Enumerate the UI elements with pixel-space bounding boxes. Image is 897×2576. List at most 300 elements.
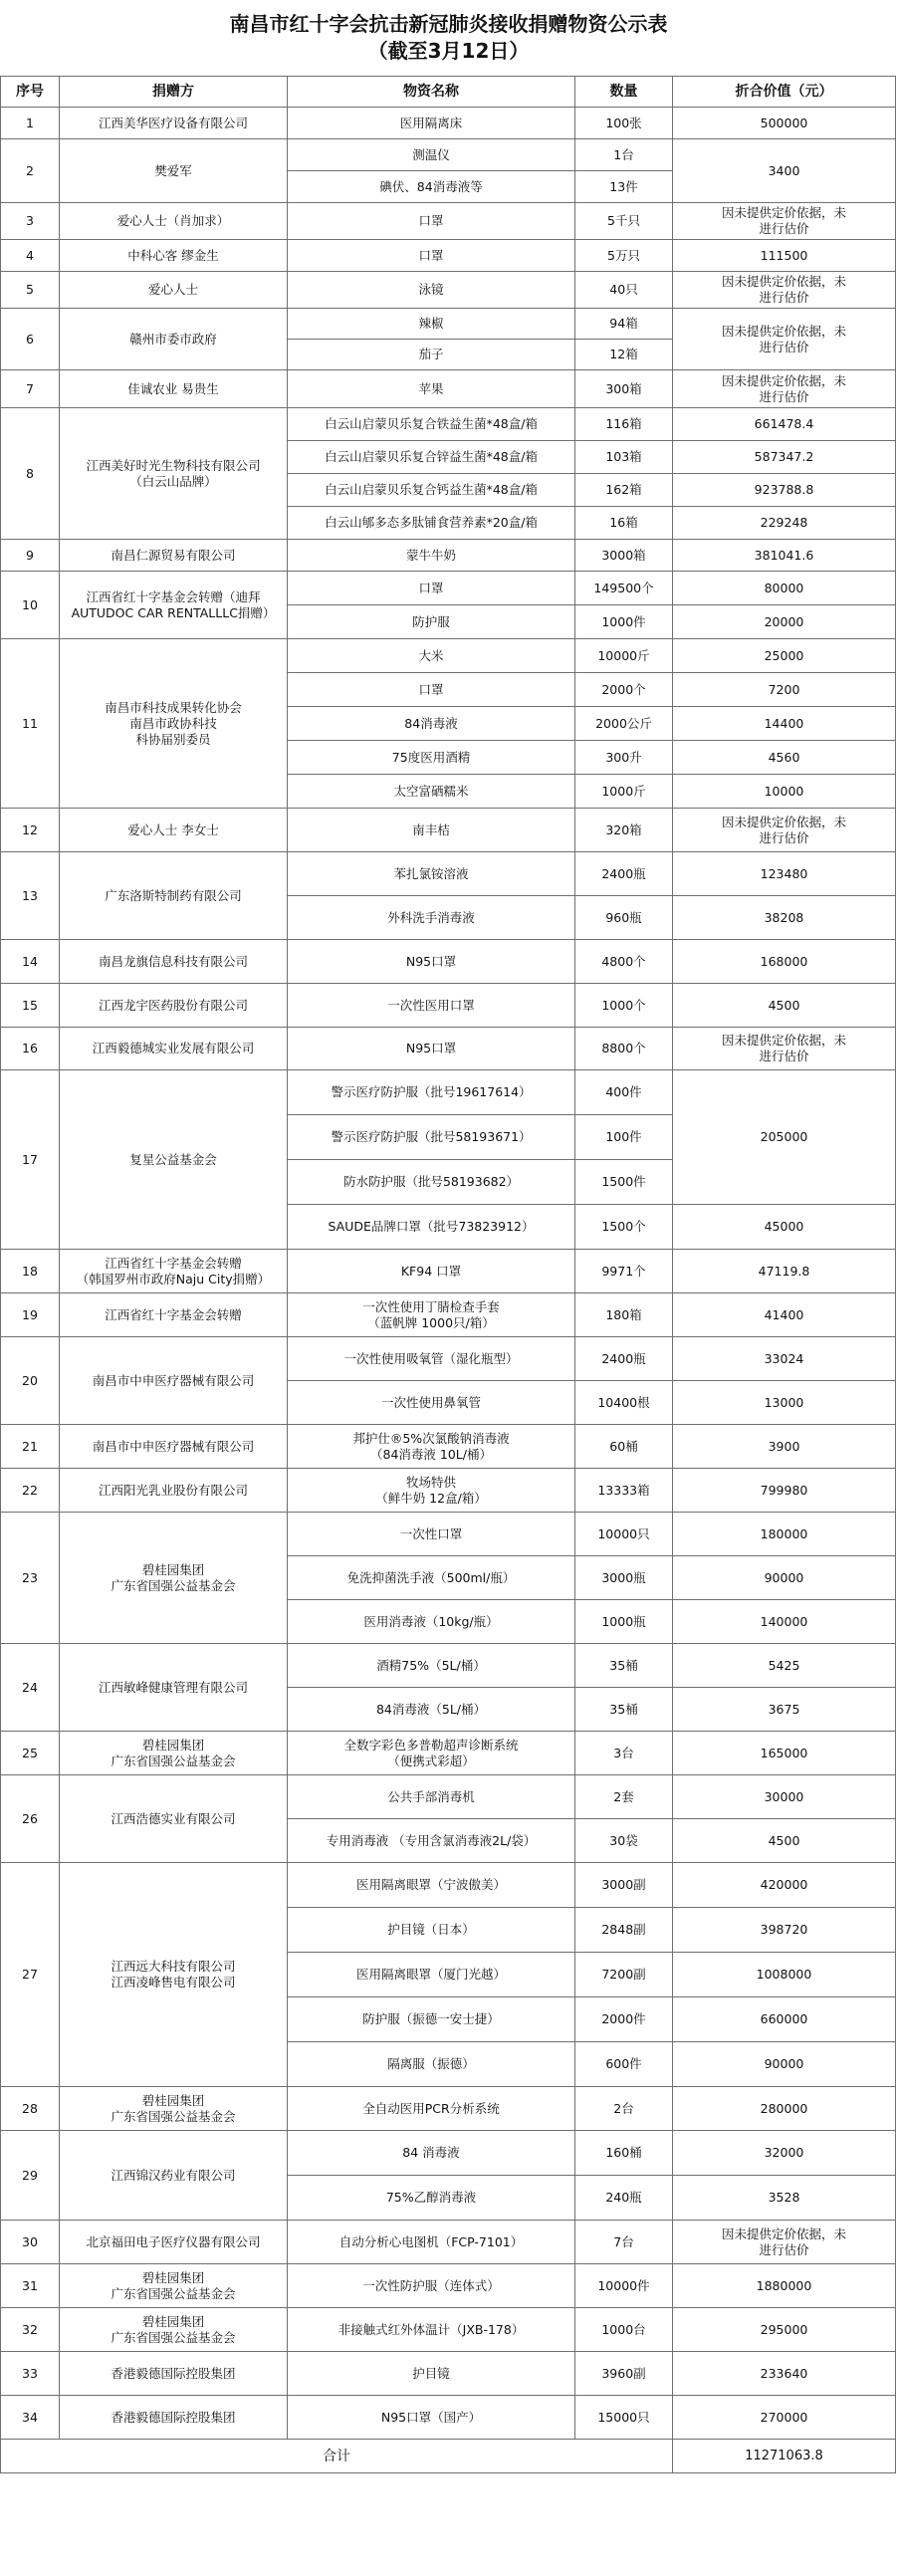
row-value-line: 30000 (764, 1788, 804, 1804)
header-qty: 数量 (575, 77, 673, 108)
row-value (673, 809, 896, 852)
row-qty: 2000公斤 (575, 707, 673, 741)
row-item-line: 邦护仕®5%次氯酸钠消毒液 (352, 1430, 510, 1446)
row-item-line: 辣椒 (418, 316, 444, 331)
row-value-line: 因未提供定价依据，未 (721, 372, 846, 388)
row-item (288, 441, 575, 474)
row-donor (60, 203, 288, 240)
row-value (673, 2087, 896, 2131)
row-item (288, 540, 575, 572)
row-qty: 3000箱 (575, 540, 673, 572)
row-donor (60, 809, 288, 852)
row-qty: 400件 (575, 1070, 673, 1115)
row-item-line: N95口罩（国产） (380, 2409, 482, 2425)
row-donor-line: 北京福田电子医疗仪器有限公司 (86, 2233, 261, 2249)
table-row (1, 2131, 896, 2176)
row-item-line: 防护服 (412, 613, 450, 629)
row-value-line: 20000 (764, 613, 804, 629)
row-qty: 2套 (575, 1775, 673, 1819)
row-item (288, 1513, 575, 1556)
row-value-line: 45000 (764, 1219, 804, 1234)
row-donor-line: 碧桂园集团 (141, 2313, 205, 2329)
row-seq: 3 (1, 203, 60, 240)
row-item-line: 自动分析心电图机（FCP-7101） (338, 2233, 524, 2249)
row-donor-line: AUTUDOC CAR RENTALLLC捐赠） (71, 604, 276, 620)
row-value (673, 2352, 896, 2396)
row-donor-line: 江西远大科技有限公司 (111, 1959, 236, 1974)
row-qty: 149500个 (575, 572, 673, 605)
row-item-line: 太空富硒糯米 (393, 783, 469, 799)
row-seq: 10 (1, 572, 60, 639)
row-item-line: 苯扎氯铵溶液 (393, 865, 469, 881)
row-value (673, 1863, 896, 1908)
table-row (1, 108, 896, 139)
row-seq: 21 (1, 1425, 60, 1469)
row-qty: 116箱 (575, 408, 673, 441)
row-qty: 2400瓶 (575, 1337, 673, 1381)
row-value-line: 因未提供定价依据，未 (721, 1033, 846, 1048)
row-value-line: 进行估价 (759, 221, 809, 236)
row-item-line: 一次性口罩 (399, 1525, 463, 1541)
row-donor-line: 香港毅德国际控股集团 (111, 2409, 236, 2425)
row-value (673, 441, 896, 474)
row-value (673, 474, 896, 507)
row-value-line: 229248 (760, 515, 808, 530)
row-value-line: 5425 (768, 1657, 800, 1673)
table-row (1, 2352, 896, 2396)
row-value (673, 203, 896, 240)
row-value (673, 2042, 896, 2087)
row-qty: 15000只 (575, 2396, 673, 2440)
row-seq: 16 (1, 1028, 60, 1070)
row-seq: 17 (1, 1070, 60, 1250)
row-value (673, 1381, 896, 1425)
row-seq: 6 (1, 309, 60, 370)
title-block (0, 0, 897, 76)
row-item-line: 公共手部消毒机 (387, 1788, 475, 1804)
row-seq: 5 (1, 272, 60, 309)
table-row (1, 1028, 896, 1070)
row-qty: 100张 (575, 108, 673, 139)
row-item-line: 84 消毒液 (402, 2145, 460, 2160)
row-value-line: 180000 (760, 1525, 808, 1541)
row-item (288, 1425, 575, 1469)
row-value-line: 3900 (768, 1438, 800, 1454)
row-value (673, 370, 896, 408)
row-item-line: 口罩 (418, 580, 444, 595)
table-row (1, 1425, 896, 1469)
row-qty: 3960副 (575, 2352, 673, 2396)
row-value (673, 1556, 896, 1600)
row-value-line: 32000 (764, 2145, 804, 2160)
row-donor-line: 江西毅德城实业发展有限公司 (92, 1041, 255, 1055)
row-item-line: 茄子 (418, 347, 444, 361)
row-item (288, 1819, 575, 1863)
row-item (288, 1953, 575, 1997)
row-donor-line: 江西凌峰售电有限公司 (111, 1975, 236, 1990)
row-item (288, 707, 575, 741)
row-value (673, 2396, 896, 2440)
row-qty: 13333箱 (575, 1469, 673, 1513)
row-item-line: 碘伏、84消毒液等 (379, 178, 483, 194)
row-qty: 10400根 (575, 1381, 673, 1425)
page-title: 南昌市红十字会抗击新冠肺炎接收捐赠物资公示表 (229, 12, 668, 36)
row-donor-line: 江西省红十字基金会转赠（迪拜 (86, 588, 261, 604)
table-row (1, 639, 896, 673)
row-item (288, 741, 575, 775)
row-qty: 3000副 (575, 1863, 673, 1908)
row-qty: 320箱 (575, 809, 673, 852)
table-row (1, 1513, 896, 1556)
table-row (1, 2087, 896, 2131)
row-seq: 33 (1, 2352, 60, 2396)
row-donor-line: 广东洛斯特制药有限公司 (105, 887, 242, 903)
row-value (673, 2308, 896, 2352)
row-value (673, 540, 896, 572)
row-value (673, 940, 896, 984)
row-item (288, 2042, 575, 2087)
row-donor-line: 佳诚农业 易贵生 (127, 380, 219, 396)
header-donor: 捐赠方 (60, 77, 288, 108)
row-qty: 4800个 (575, 940, 673, 984)
row-value-line: 90000 (764, 2056, 804, 2071)
row-donor (60, 940, 288, 984)
row-item-line: （鲜牛奶 12盒/箱） (375, 1490, 487, 1506)
row-value (673, 707, 896, 741)
row-value (673, 775, 896, 809)
row-item-line: 一次性防护服（连体式） (362, 2277, 500, 2293)
row-qty: 1000件 (575, 605, 673, 639)
row-item (288, 2131, 575, 2176)
table-row (1, 370, 896, 408)
table-row (1, 139, 896, 171)
table-row (1, 1775, 896, 1819)
row-seq: 20 (1, 1337, 60, 1425)
row-item (288, 139, 575, 171)
row-donor-line: 樊爱军 (154, 162, 192, 178)
row-donor-line: 江西阳光乳业股份有限公司 (98, 1482, 248, 1498)
table-row (1, 2308, 896, 2352)
row-qty: 10000件 (575, 2264, 673, 2308)
row-donor-line: （韩国罗州市政府Naju City捐赠） (76, 1271, 271, 1287)
row-item (288, 1115, 575, 1160)
row-value (673, 852, 896, 896)
table-row (1, 940, 896, 984)
table-row (1, 540, 896, 572)
row-item-line: （84消毒液 10L/桶） (370, 1446, 492, 1462)
row-donor-line: 南昌龙旗信息科技有限公司 (98, 953, 248, 969)
row-value-line: 140000 (760, 1613, 808, 1629)
row-seq: 25 (1, 1732, 60, 1775)
row-item-line: 大米 (418, 647, 444, 663)
row-item-line: 免洗抑菌洗手液（500ml/瓶） (346, 1569, 516, 1585)
row-donor (60, 2221, 288, 2264)
row-donor-line: 碧桂园集团 (141, 2092, 205, 2108)
row-seq: 28 (1, 2087, 60, 2131)
row-value-line: 661478.4 (754, 416, 814, 431)
row-qty: 1500个 (575, 1205, 673, 1250)
row-item-line: 警示医疗防护服（批号19617614） (331, 1084, 532, 1099)
row-item-line: 外科洗手消毒液 (387, 909, 475, 925)
row-item-line: SAUDE品牌口罩（批号73823912） (328, 1219, 535, 1234)
row-qty: 5万只 (575, 240, 673, 272)
row-value-line: 38208 (764, 909, 804, 925)
table-row (1, 272, 896, 309)
row-donor (60, 370, 288, 408)
row-seq: 18 (1, 1250, 60, 1293)
row-value (673, 1469, 896, 1513)
row-seq: 11 (1, 639, 60, 809)
row-item (288, 507, 575, 540)
row-donor-line: 南昌市中申医疗器械有限公司 (92, 1372, 255, 1388)
row-value (673, 741, 896, 775)
row-item-line: 75%乙醇消毒液 (385, 2190, 477, 2205)
row-item (288, 2352, 575, 2396)
row-qty: 1台 (575, 139, 673, 171)
row-item (288, 1205, 575, 1250)
row-value (673, 272, 896, 309)
row-item (288, 1775, 575, 1819)
row-donor-line: （白云山品牌） (129, 473, 217, 489)
row-value-line: 41400 (764, 1306, 804, 1322)
row-item (288, 1293, 575, 1337)
row-qty: 1500件 (575, 1160, 673, 1205)
row-item-line: 全自动医用PCR分析系统 (362, 2100, 500, 2116)
row-item-line: （便携式彩超） (387, 1753, 475, 1768)
row-donor (60, 984, 288, 1028)
row-donor-line: 科协届别委员 (135, 731, 211, 747)
table-row (1, 2264, 896, 2308)
row-value-line: 4560 (768, 749, 800, 765)
row-value-line: 381041.6 (754, 547, 814, 563)
row-item (288, 809, 575, 852)
total-row (1, 2440, 896, 2473)
row-item-line: 隔离服（振德） (387, 2056, 475, 2071)
row-item (288, 171, 575, 203)
row-donor-line: 南昌市科技成果转化协会 (105, 699, 242, 715)
row-item-line: 护目镜（日本） (387, 1922, 475, 1937)
row-item (288, 1337, 575, 1381)
row-value-line: 398720 (760, 1922, 808, 1937)
row-seq: 14 (1, 940, 60, 984)
row-value (673, 507, 896, 540)
row-seq: 32 (1, 2308, 60, 2352)
row-donor (60, 639, 288, 809)
row-value-line: 90000 (764, 1569, 804, 1585)
row-item (288, 1070, 575, 1115)
row-item (288, 272, 575, 309)
row-donor (60, 240, 288, 272)
row-seq: 13 (1, 852, 60, 940)
row-item-line: 护目镜 (412, 2365, 450, 2381)
row-donor-line: 江西美华医疗设备有限公司 (98, 115, 248, 130)
row-qty: 2台 (575, 2087, 673, 2131)
row-item (288, 370, 575, 408)
row-item (288, 2308, 575, 2352)
page-subtitle: （截至3月12日） (367, 39, 530, 63)
row-qty: 40只 (575, 272, 673, 309)
row-value-line: 660000 (760, 2011, 808, 2026)
row-value-line: 500000 (760, 115, 808, 130)
row-item (288, 1644, 575, 1688)
row-qty: 960瓶 (575, 896, 673, 940)
row-donor (60, 1732, 288, 1775)
row-seq: 30 (1, 2221, 60, 2264)
row-item-line: 白云山启蒙贝乐复合钙益生菌*48盒/箱 (325, 482, 538, 497)
row-qty: 2400瓶 (575, 852, 673, 896)
row-qty: 1000瓶 (575, 1600, 673, 1644)
row-seq: 29 (1, 2131, 60, 2221)
row-donor-line: 广东省国强公益基金会 (111, 2108, 236, 2124)
row-item (288, 1688, 575, 1732)
row-value (673, 1425, 896, 1469)
row-value (673, 1293, 896, 1337)
row-value-line: 280000 (760, 2100, 808, 2116)
row-seq: 8 (1, 408, 60, 540)
row-donor (60, 272, 288, 309)
row-value (673, 1732, 896, 1775)
table-row (1, 1469, 896, 1513)
row-item-line: 防护服（振德一安士捷） (362, 2011, 500, 2026)
row-item (288, 2176, 575, 2221)
row-donor (60, 1469, 288, 1513)
row-value (673, 984, 896, 1028)
row-item (288, 1908, 575, 1953)
row-item-line: 南丰桔 (412, 821, 450, 837)
row-value (673, 2264, 896, 2308)
row-qty: 300箱 (575, 370, 673, 408)
row-item-line: 口罩 (418, 213, 444, 228)
row-value (673, 1205, 896, 1250)
row-value-line: 25000 (764, 647, 804, 663)
row-value-line: 7200 (768, 681, 800, 697)
row-item-line: 警示医疗防护服（批号58193671） (331, 1129, 532, 1144)
row-qty: 1000台 (575, 2308, 673, 2352)
table-row (1, 240, 896, 272)
row-item-line: N95口罩 (405, 1041, 457, 1055)
row-item (288, 108, 575, 139)
row-value (673, 1908, 896, 1953)
row-qty: 7200副 (575, 1953, 673, 1997)
row-qty: 7台 (575, 2221, 673, 2264)
row-value (673, 1513, 896, 1556)
row-value (673, 1688, 896, 1732)
row-seq: 2 (1, 139, 60, 203)
table-row (1, 572, 896, 605)
row-value-line: 10000 (764, 783, 804, 799)
row-item-line: 75度医用酒精 (391, 749, 471, 765)
row-item-line: 一次性医用口罩 (387, 997, 475, 1013)
table-row (1, 1644, 896, 1688)
row-item (288, 203, 575, 240)
row-donor-line: 广东省国强公益基金会 (111, 1577, 236, 1593)
row-item-line: 口罩 (418, 681, 444, 697)
row-value-line: 295000 (760, 2321, 808, 2337)
row-donor (60, 572, 288, 639)
row-value-line: 165000 (760, 1745, 808, 1760)
row-qty: 12箱 (575, 340, 673, 370)
row-donor-line: 广东省国强公益基金会 (111, 2329, 236, 2345)
row-donor (60, 540, 288, 572)
row-qty: 30袋 (575, 1819, 673, 1863)
row-qty: 13件 (575, 171, 673, 203)
row-item (288, 1997, 575, 2042)
row-donor (60, 2131, 288, 2221)
row-donor-line: 爱心人士（肖加求） (116, 213, 230, 228)
row-value (673, 2176, 896, 2221)
total-label: 合计 (1, 2440, 673, 2473)
row-value-line: 123480 (760, 865, 808, 881)
row-seq: 4 (1, 240, 60, 272)
row-donor (60, 1863, 288, 2087)
row-value-line: 14400 (764, 715, 804, 731)
row-donor-line: 南昌仁源贸易有限公司 (111, 547, 236, 563)
row-donor (60, 852, 288, 940)
row-seq: 12 (1, 809, 60, 852)
row-donor-line: 江西锦汉药业有限公司 (111, 2167, 236, 2183)
row-item-line: KF94 口罩 (400, 1263, 462, 1279)
row-value (673, 2131, 896, 2176)
row-item-line: 专用消毒液 （专用含氯消毒液2L/袋） (326, 1832, 537, 1848)
row-value-line: 进行估价 (759, 290, 809, 305)
row-qty: 3000瓶 (575, 1556, 673, 1600)
row-value (673, 108, 896, 139)
row-donor-line: 广东省国强公益基金会 (111, 1753, 236, 1768)
row-value-line: 因未提供定价依据，未 (721, 274, 846, 289)
row-value (673, 408, 896, 441)
row-seq: 19 (1, 1293, 60, 1337)
row-value-line: 799980 (760, 1482, 808, 1498)
row-seq: 22 (1, 1469, 60, 1513)
row-donor (60, 1337, 288, 1425)
row-value-line: 111500 (760, 247, 808, 263)
row-qty: 2848副 (575, 1908, 673, 1953)
row-value-line: 进行估价 (759, 339, 809, 354)
row-item-line: 牧场特供 (405, 1474, 456, 1490)
row-value-line: 420000 (760, 1877, 808, 1892)
row-item (288, 896, 575, 940)
row-item-line: 全数字彩色多普勒超声诊断系统 (343, 1737, 519, 1753)
row-item-line: 蒙牛牛奶 (405, 547, 456, 563)
row-value (673, 605, 896, 639)
row-value (673, 1600, 896, 1644)
table-row (1, 408, 896, 441)
row-item-line: 医用隔离床 (399, 115, 463, 130)
row-value-line: 因未提供定价依据，未 (721, 814, 846, 829)
donation-table (0, 76, 896, 2473)
row-donor-line: 江西美好时光生物科技有限公司 (86, 457, 261, 473)
row-item (288, 852, 575, 896)
row-donor (60, 139, 288, 203)
row-qty: 10000只 (575, 1513, 673, 1556)
row-value-line: 168000 (760, 953, 808, 969)
row-value-line: 1008000 (756, 1967, 812, 1982)
row-qty: 60桶 (575, 1425, 673, 1469)
row-donor-line: 赣州市委市政府 (129, 331, 217, 347)
row-value-line: 233640 (760, 2365, 808, 2381)
row-item-line: 84消毒液 (404, 715, 458, 731)
row-qty: 5千只 (575, 203, 673, 240)
row-value-line: 80000 (764, 580, 804, 595)
row-item-line: 非接触式红外体温计（JXB-178） (337, 2321, 525, 2337)
row-value-line: 587347.2 (754, 449, 814, 464)
row-seq: 15 (1, 984, 60, 1028)
row-item (288, 605, 575, 639)
row-donor-line: 爱心人士 (147, 282, 198, 297)
row-donor-line: 碧桂园集团 (141, 1561, 205, 1577)
row-item-line: 测温仪 (412, 146, 450, 162)
row-seq: 9 (1, 540, 60, 572)
